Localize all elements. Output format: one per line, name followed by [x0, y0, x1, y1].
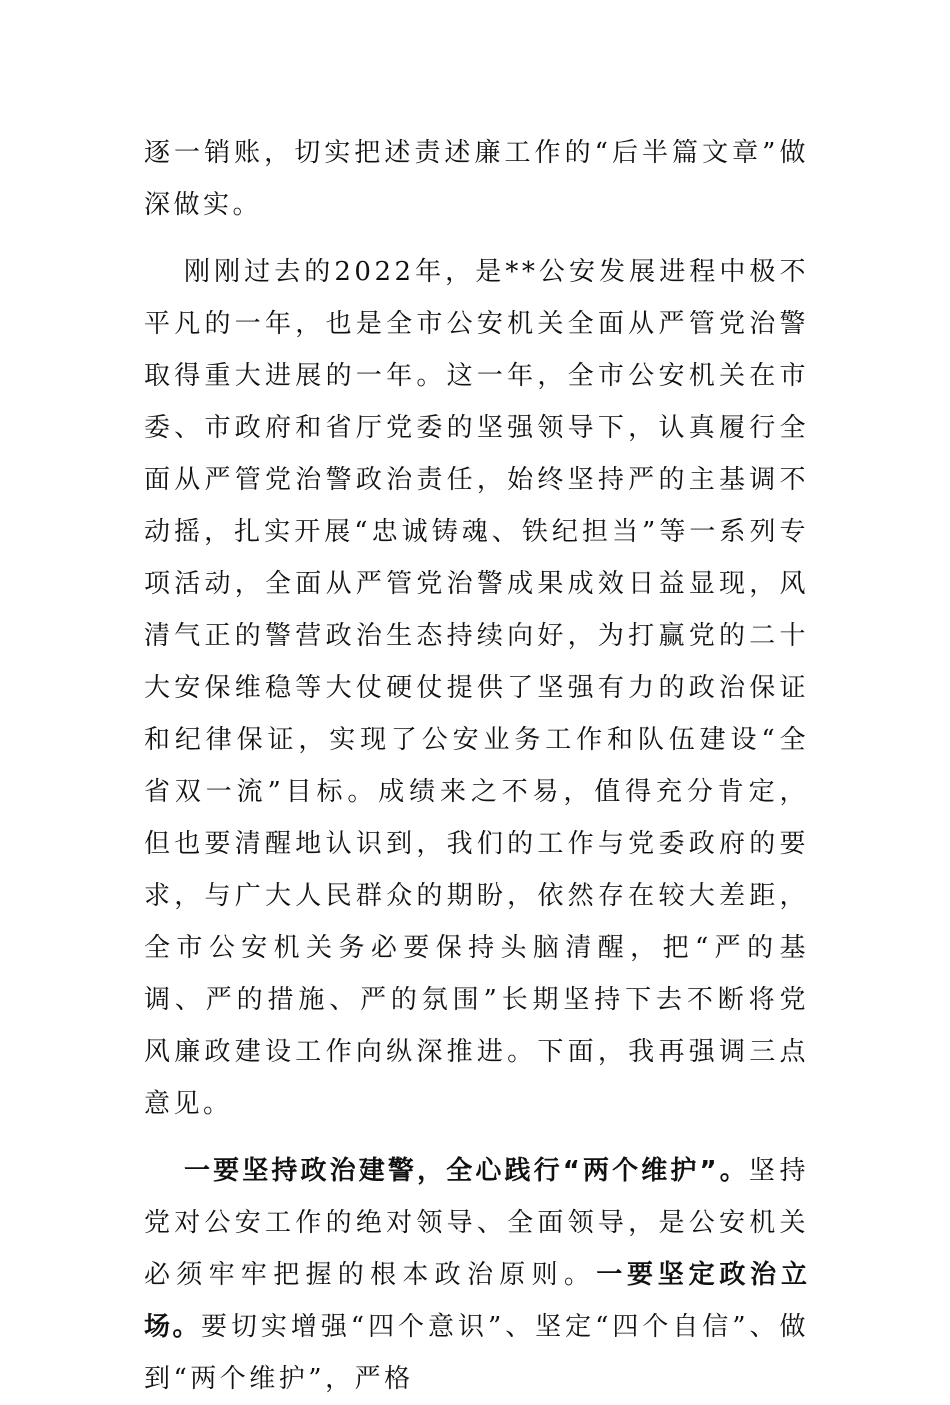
paragraph-political-building [144, 1145, 809, 1405]
paragraph-text-continued: 要切实增强“四个意识”、坚定“四个自信”、做到“两个维护”，严格 [144, 1312, 809, 1394]
document-body [144, 127, 809, 1405]
section-heading: 一要坚持政治建警，全心践行“两个维护”。 [184, 1156, 749, 1186]
subsection-heading: 一要坚定政治立场。 [144, 1260, 809, 1342]
paragraph-review-2022: 刚刚过去的2022年，是**公安发展进程中极不平凡的一年，也是全市公安机关全面从严管党治警取得重大进展的一年。这一年，全市公安机关在市委、市政府和省厅党委的坚强领导下，认真履行全面从严管党治警政治责任，始终坚持严的主基调不动摇，扎实开展“忠诚铸魂、铁纪担当”等一系列专项活动，全面从严管党治警成果成效日益显现，风清气正的警营政治生态持续向好，为打赢党的二十大安保维稳等大仗硬仗提供了坚强有力的政治保证和纪律保证，实现了公安业务工作和队伍建设“全省双一流”目标。成绩来之不易，值得充分肯定，但也要清醒地认识到，我们的工作与党委政府的要求，与广大人民群众的期盼，依然存在较大差距，全市公安机关务必要保持头脑清醒，把“严的基调、严的措施、严的氛围”长期坚持下去不断将党风廉政建设工作向纵深推进。下面，我再强调三点意见。 [144, 257, 809, 1119]
paragraph-continued: 逐一销账，切实把述责述廉工作的“后半篇文章”做深做实。 [144, 138, 809, 220]
paragraph-text: 坚持党对公安工作的绝对领导、全面领导，是公安机关必须牢牢把握的根本政治原则。 [144, 1156, 809, 1290]
